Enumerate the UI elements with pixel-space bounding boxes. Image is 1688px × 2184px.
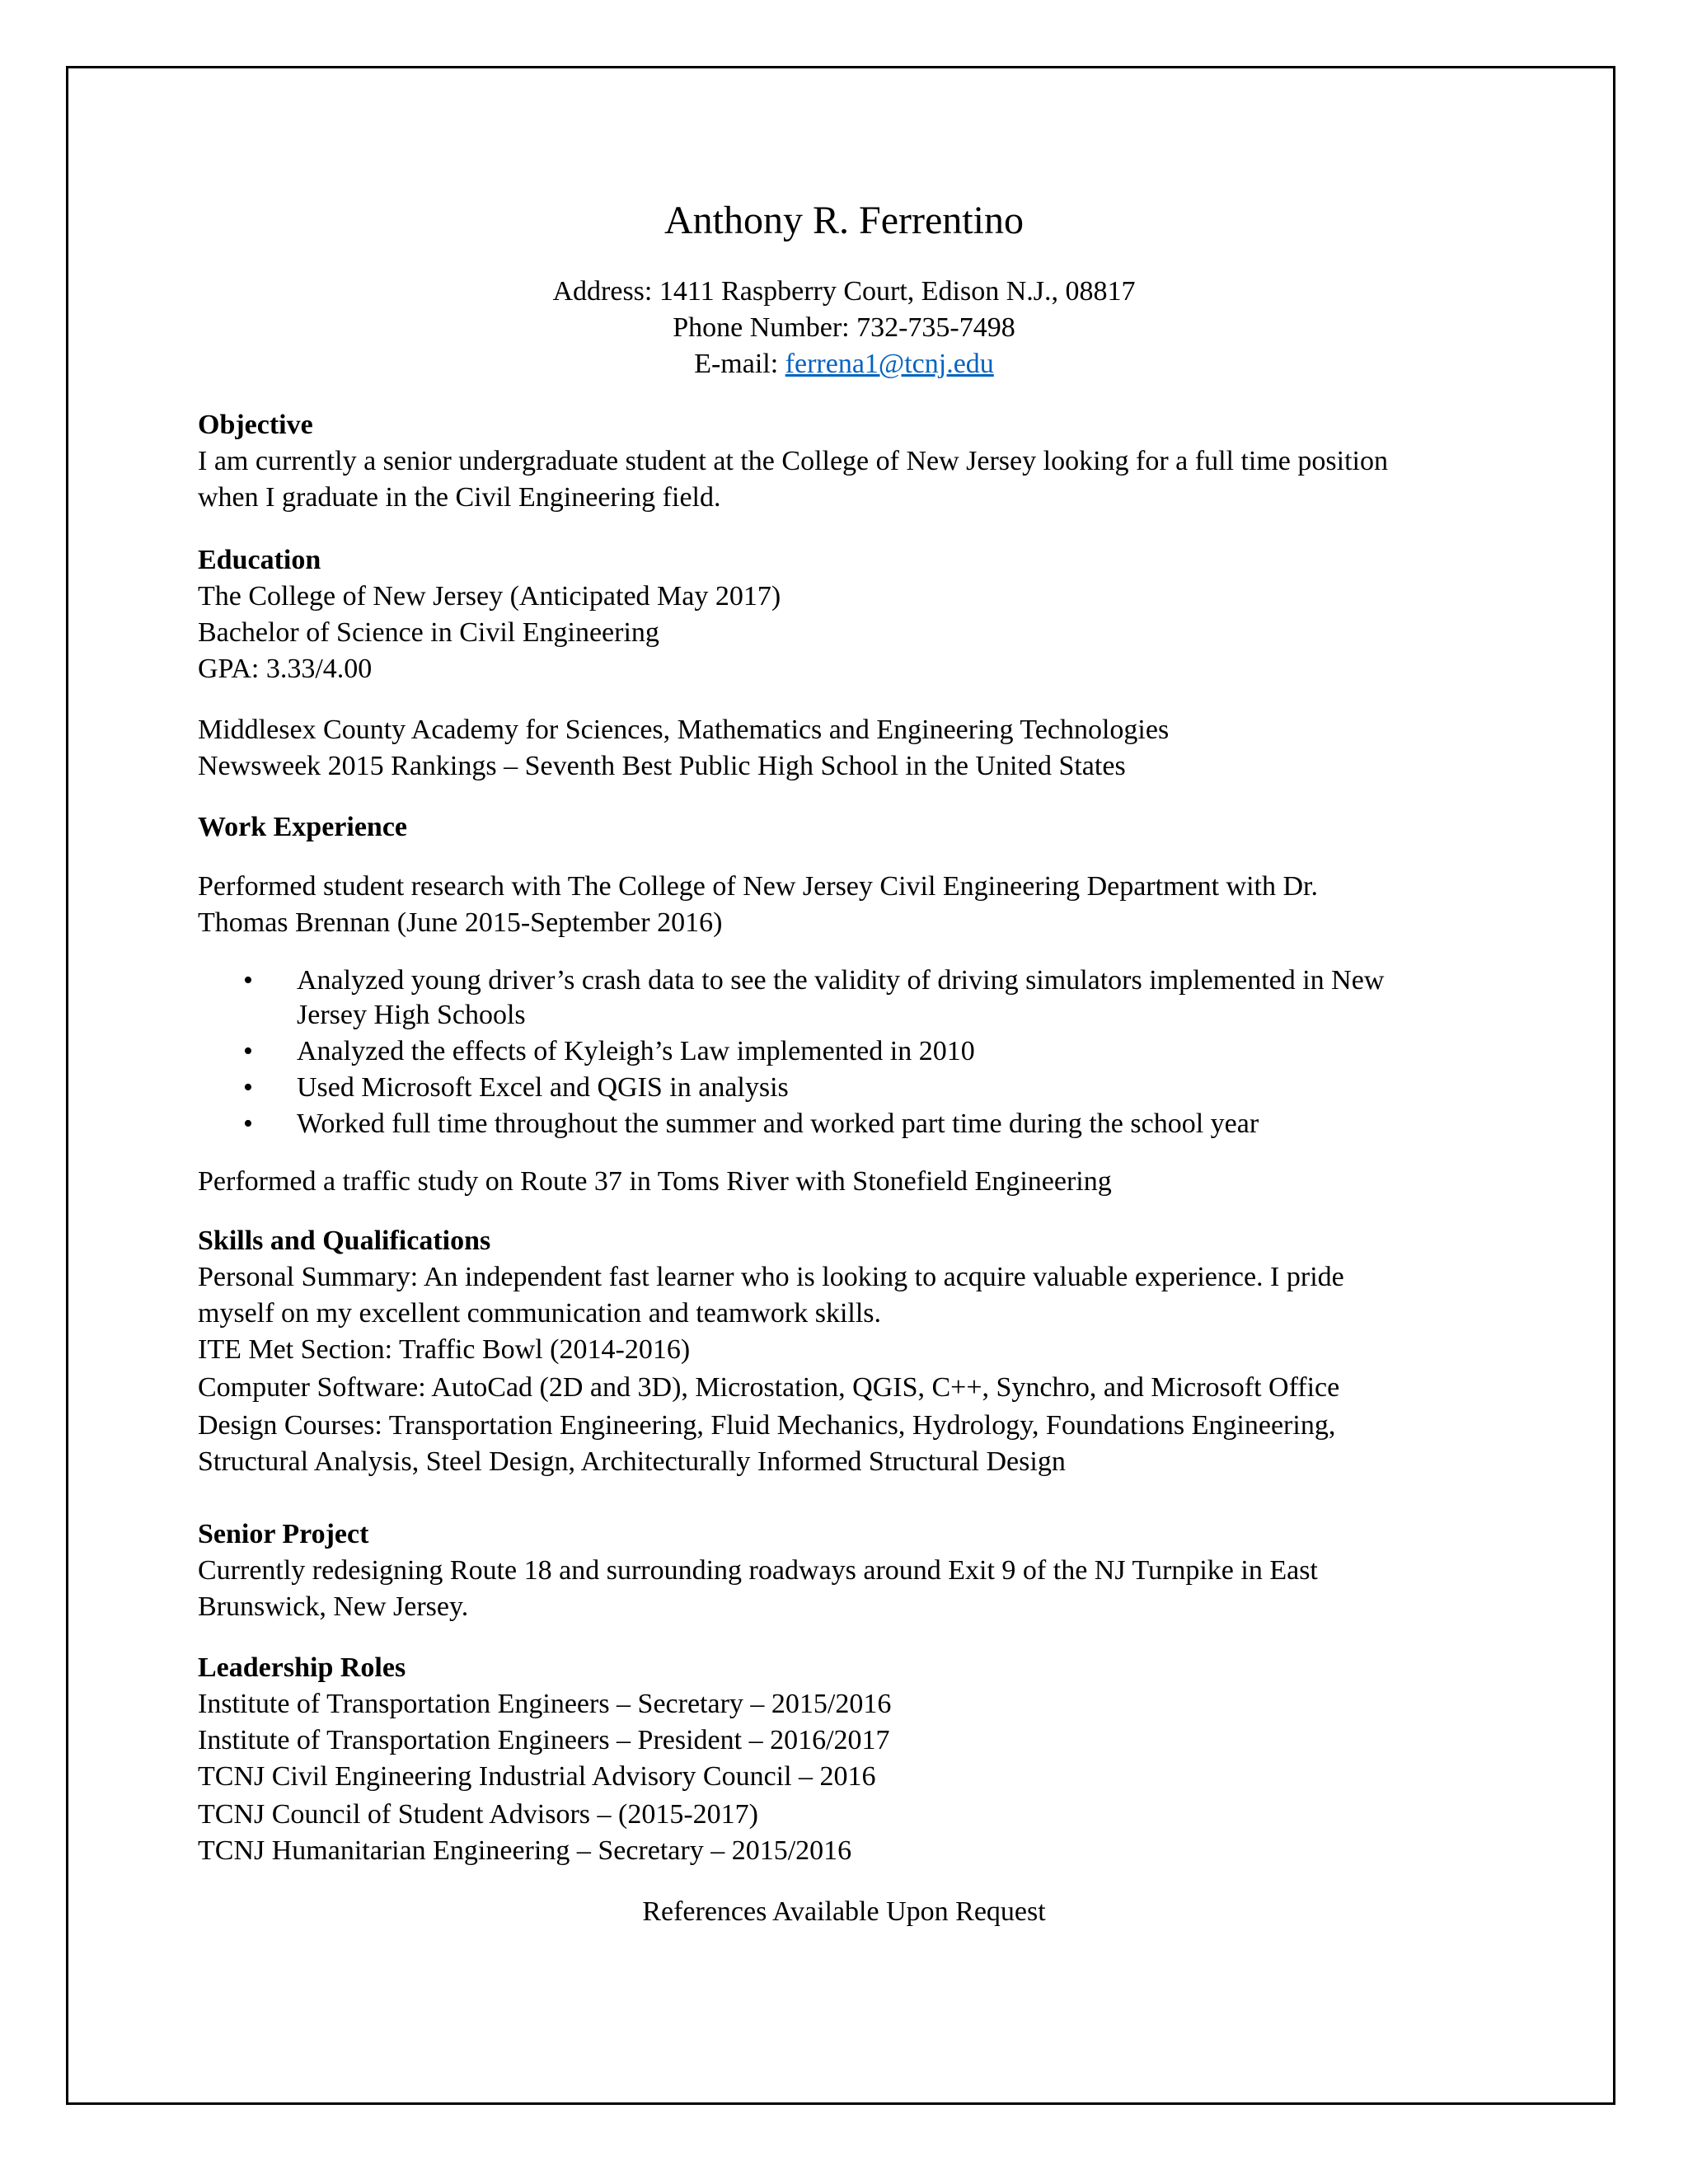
- work-bullet: Analyzed the effects of Kyleigh’s Law implemented in 2010: [297, 1036, 975, 1066]
- skills-line: ITE Met Section: Traffic Bowl (2014-2016): [198, 1334, 691, 1365]
- phone-line: Phone Number: 732-735-7498: [673, 312, 1015, 343]
- work-bullet: Worked full time throughout the summer and worked part time during the school year: [297, 1108, 1259, 1139]
- senior-project-line: Brunswick, New Jersey.: [198, 1591, 469, 1622]
- resume-name: Anthony R. Ferrentino: [664, 199, 1024, 242]
- leadership-line: TCNJ Humanitarian Engineering – Secretary – 2015/2016: [198, 1835, 852, 1866]
- senior-project-heading: Senior Project: [198, 1519, 369, 1549]
- leadership-line: Institute of Transportation Engineers – Secretary – 2015/2016: [198, 1689, 892, 1719]
- bullet-icon: •: [243, 965, 253, 996]
- education-line: Newsweek 2015 Rankings – Seventh Best Public High School in the United States: [198, 751, 1126, 781]
- skills-heading: Skills and Qualifications: [198, 1226, 491, 1256]
- education-line: Bachelor of Science in Civil Engineering: [198, 617, 659, 648]
- work-heading: Work Experience: [198, 812, 408, 842]
- objective-line: I am currently a senior undergraduate student at the College of New Jersey looking for a full time position: [198, 446, 1388, 476]
- leadership-line: Institute of Transportation Engineers – President – 2016/2017: [198, 1725, 890, 1755]
- senior-project-line: Currently redesigning Route 18 and surrounding roadways around Exit 9 of the NJ Turnpike in East: [198, 1555, 1318, 1586]
- work-bullet: Analyzed young driver’s crash data to see the validity of driving simulators implemented in New: [297, 965, 1385, 996]
- leadership-heading: Leadership Roles: [198, 1652, 406, 1683]
- skills-line: Personal Summary: An independent fast learner who is looking to acquire valuable experience. I pride: [198, 1262, 1344, 1292]
- work-bullet-continuation: Jersey High Schools: [297, 1000, 526, 1030]
- email-line: [0, 346, 1688, 382]
- skills-line: Design Courses: Transportation Engineering, Fluid Mechanics, Hydrology, Foundations Engineering,: [198, 1410, 1336, 1441]
- traffic-study-line: Performed a traffic study on Route 37 in Toms River with Stonefield Engineering: [198, 1166, 1112, 1197]
- objective-line: when I graduate in the Civil Engineering field.: [198, 482, 721, 513]
- education-line: GPA: 3.33/4.00: [198, 654, 373, 684]
- work-intro-line: Thomas Brennan (June 2015-September 2016): [198, 907, 723, 938]
- skills-line: myself on my excellent communication and teamwork skills.: [198, 1298, 882, 1329]
- leadership-line: TCNJ Civil Engineering Industrial Advisory Council – 2016: [198, 1761, 876, 1792]
- education-heading: Education: [198, 545, 321, 575]
- address-line: Address: 1411 Raspberry Court, Edison N.J., 08817: [552, 276, 1136, 307]
- work-intro-line: Performed student research with The College of New Jersey Civil Engineering Department with Dr.: [198, 871, 1319, 902]
- bullet-icon: •: [243, 1036, 253, 1066]
- work-bullet: Used Microsoft Excel and QGIS in analysis: [297, 1072, 789, 1103]
- leadership-line: TCNJ Council of Student Advisors – (2015-2017): [198, 1799, 758, 1830]
- email-link[interactable]: ferrena1@tcnj.edu: [785, 349, 994, 379]
- bullet-icon: •: [243, 1072, 253, 1103]
- skills-line: Structural Analysis, Steel Design, Architecturally Informed Structural Design: [198, 1446, 1066, 1477]
- education-line: The College of New Jersey (Anticipated May 2017): [198, 581, 781, 612]
- objective-heading: Objective: [198, 410, 313, 440]
- email-label: E-mail:: [694, 349, 779, 379]
- education-line: Middlesex County Academy for Sciences, Mathematics and Engineering Technologies: [198, 715, 1170, 745]
- bullet-icon: •: [243, 1108, 253, 1139]
- skills-line: Computer Software: AutoCad (2D and 3D), Microstation, QGIS, C++, Synchro, and Microsoft Office: [198, 1372, 1340, 1403]
- references-line: References Available Upon Request: [642, 1896, 1046, 1927]
